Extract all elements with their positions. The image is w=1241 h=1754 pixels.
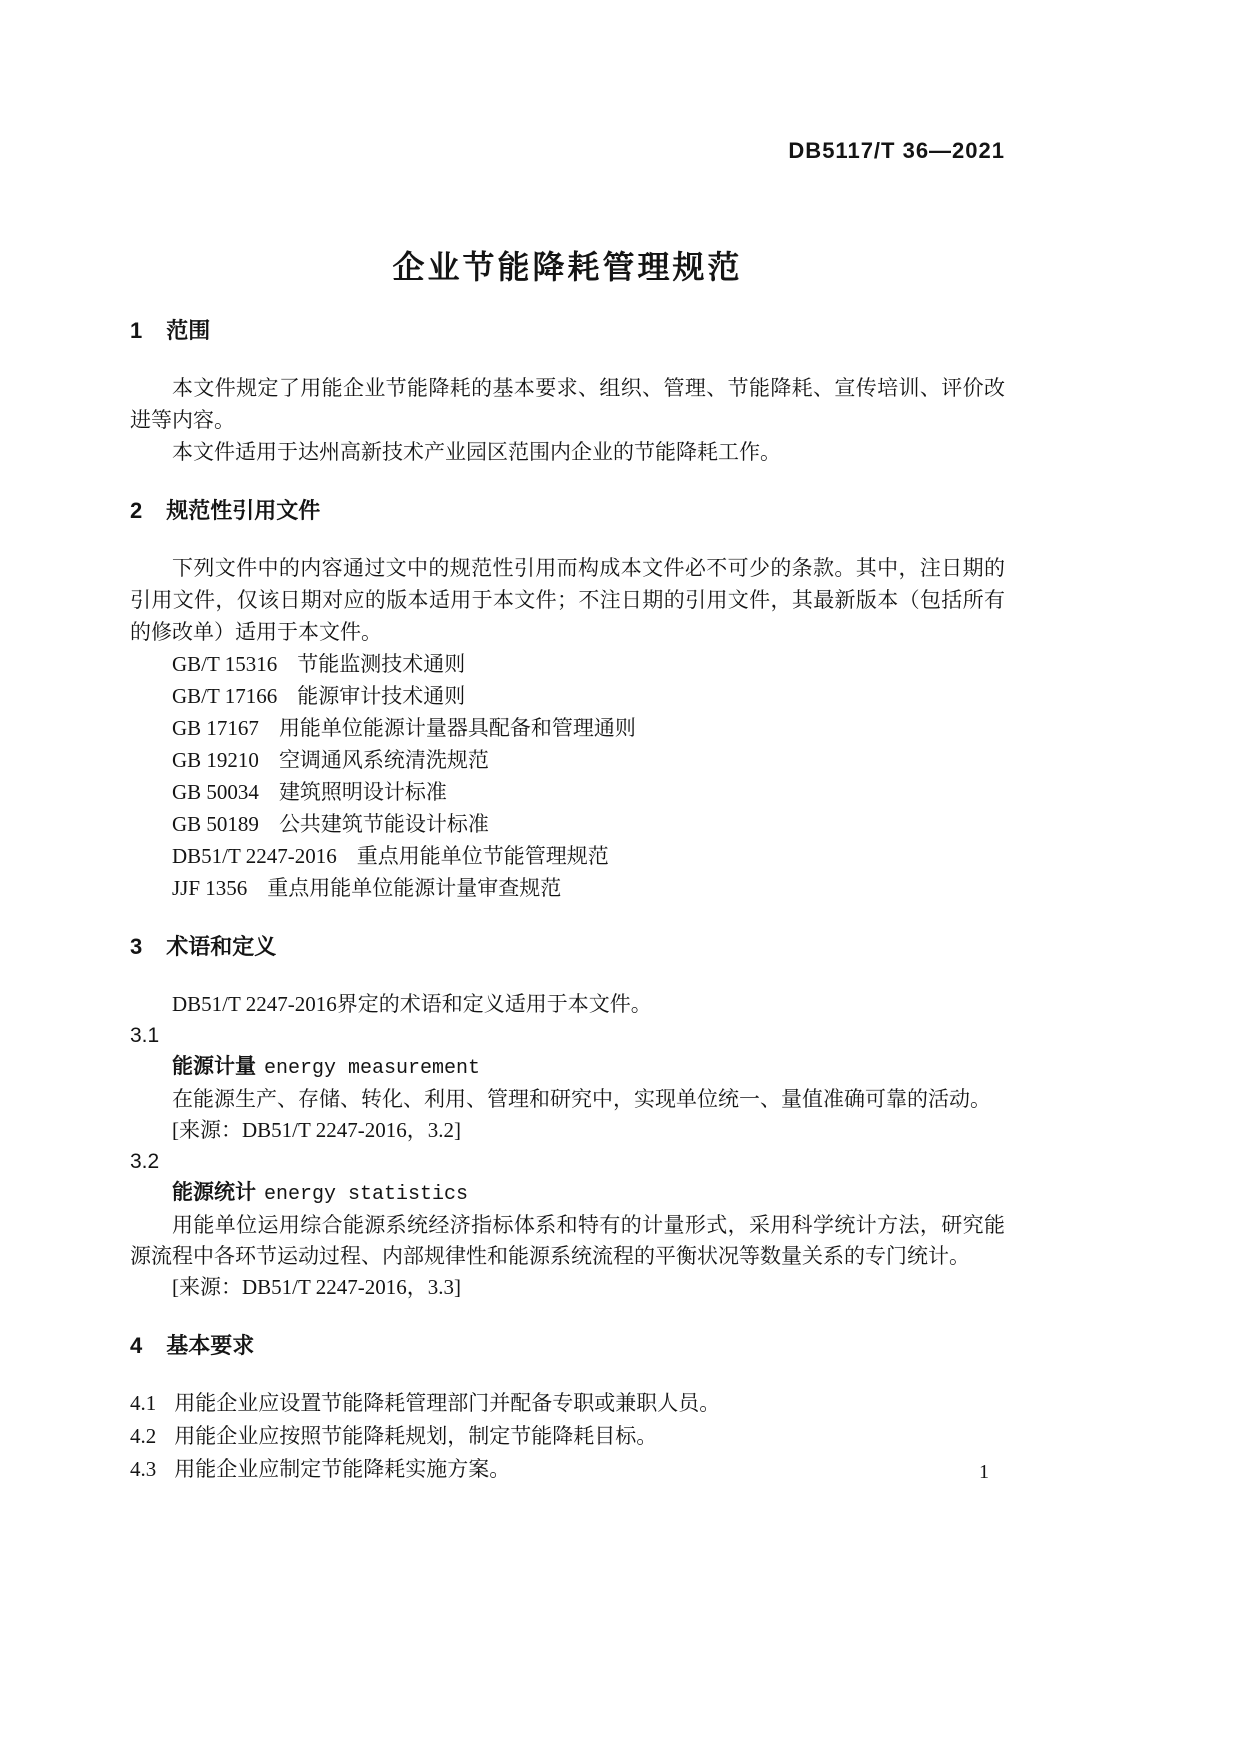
requirement-text: 用能企业应制定节能降耗实施方案。 [174,1457,511,1481]
requirement-number: 4.2 [130,1424,157,1448]
requirement-text: 用能企业应设置节能降耗管理部门并配备专职或兼职人员。 [174,1391,721,1415]
heading-text: 基本要求 [166,1333,255,1358]
requirement-item [130,1420,1005,1453]
term-entry [130,1020,1005,1146]
heading-number: 3 [130,934,143,959]
paragraph: 本文件规定了用能企业节能降耗的基本要求、组织、管理、节能降耗、宣传培训、评价改进等内容。 [130,376,1005,432]
reference-title: 重点用能单位节能管理规范 [356,844,609,868]
reference-item [130,808,1005,840]
reference-code: GB 19210 [172,748,259,772]
term-definition: 用能单位运用综合能源系统经济指标体系和特有的计量形式，采用科学统计方法，研究能源流程中各环节运动过程、内部规律性和能源系统流程的平衡状况等数量关系的专门统计。 [130,1213,1005,1268]
reference-item [130,840,1005,872]
doc-code: DB5117/T 36—2021 [788,138,1005,163]
reference-code: DB51/T 2247-2016 [172,844,337,868]
requirement-number: 4.1 [130,1391,157,1415]
term-name-zh: 能源统计 [172,1181,256,1204]
reference-code: GB 50034 [172,780,259,804]
reference-title: 节能监测技术通则 [297,652,466,676]
section-terms [130,934,1005,1303]
term-source: [来源：DB51/T 2247-2016，3.2] [172,1118,461,1142]
reference-item [130,744,1005,776]
reference-title: 能源审计技术通则 [297,684,466,708]
heading-number: 2 [130,498,143,523]
term-definition: 在能源生产、存储、转化、利用、管理和研究中，实现单位统一、量值准确可靠的活动。 [172,1087,991,1111]
reference-code: GB 50189 [172,812,259,836]
term-entry [130,1146,1005,1303]
page-number: 1 [979,1461,989,1483]
reference-item [130,648,1005,680]
requirement-item [130,1453,1005,1486]
reference-code: GB/T 15316 [172,652,278,676]
reference-title: 用能单位能源计量器具配备和管理通则 [278,716,636,740]
reference-item [130,872,1005,904]
paragraph: 本文件适用于达州高新技术产业园区范围内企业的节能降耗工作。 [172,440,781,464]
requirement-number: 4.3 [130,1457,157,1481]
reference-code: JJF 1356 [172,876,248,900]
reference-title: 建筑照明设计标准 [278,780,447,804]
paragraph: 下列文件中的内容通过文中的规范性引用而构成本文件必不可少的条款。其中，注日期的引用文件，仅该日期对应的版本适用于本文件；不注日期的引用文件，其最新版本（包括所有的修改单）适用于本文件。 [130,556,1005,644]
section-heading [130,498,1005,524]
reference-title: 空调通风系统清洗规范 [278,748,489,772]
term-name [130,1177,1005,1210]
reference-code: GB 17167 [172,716,259,740]
terms-intro: DB51/T 2247-2016界定的术语和定义适用于本文件。 [172,992,652,1016]
document-title: 企业节能降耗管理规范 [392,249,743,285]
requirement-item [130,1387,1005,1420]
heading-text: 范围 [166,318,211,343]
reference-code: GB/T 17166 [172,684,278,708]
heading-text: 术语和定义 [166,934,277,959]
heading-text: 规范性引用文件 [166,498,321,523]
reference-item [130,680,1005,712]
section-scope [130,318,1005,468]
reference-list [130,648,1005,904]
reference-title: 重点用能单位能源计量审查规范 [267,876,562,900]
section-heading [130,318,1005,344]
term-source: [来源：DB51/T 2247-2016，3.3] [172,1275,461,1299]
reference-item [130,776,1005,808]
section-heading [130,934,1005,960]
term-name-en: energy statistics [264,1183,469,1206]
section-references [130,498,1005,904]
term-name-zh: 能源计量 [172,1055,256,1078]
heading-number: 4 [130,1333,143,1358]
reference-title: 公共建筑节能设计标准 [278,812,489,836]
term-number: 3.1 [130,1024,160,1047]
requirement-text: 用能企业应按照节能降耗规划，制定节能降耗目标。 [174,1424,658,1448]
term-name [130,1051,1005,1084]
section-heading [130,1333,1005,1359]
reference-item [130,712,1005,744]
term-name-en: energy measurement [264,1057,481,1080]
term-number: 3.2 [130,1150,160,1173]
section-requirements [130,1333,1005,1486]
heading-number: 1 [130,318,143,343]
